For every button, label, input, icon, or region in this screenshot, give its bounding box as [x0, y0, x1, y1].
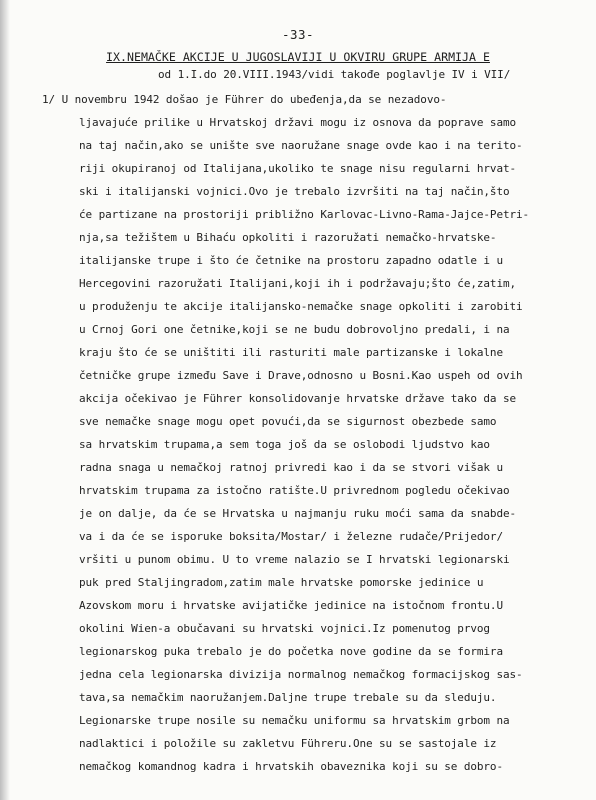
text-line: okolini Wien-a obučavani su hrvatski vojnici.Iz pomenutog prvog [79, 622, 490, 635]
text-line: 1/ U novembru 1942 došao je Führer do ubeđenja,da se nezadovo- [42, 93, 447, 106]
text-line: Hercegovini razoružati Italijani,koji ih i podržavaju;što će,zatim, [79, 277, 517, 290]
text-line: vršiti u punom obimu. U to vreme nalazio se I hrvatski legionarski [79, 553, 510, 566]
text-line: na taj način,ako se unište sve naoružane snage ovde kao i na terito- [79, 139, 523, 152]
text-line: od 1.I.do 20.VIII.1943/vidi takođe poglavlje IV i VII/ [158, 68, 511, 81]
text-line: hrvatskim trupama za istočno ratište.U privrednom pogledu očekivao [79, 484, 510, 497]
text-line: u produženju te akcije italijansko-nemačke snage opkoliti i zarobiti [79, 300, 523, 313]
text-line: ljavajuće prilike u Hrvatskoj državi mogu iz osnova da poprave samo [79, 116, 517, 129]
text-line: radna snaga u nemačkoj ratnoj privredi kao i da se stvori višak u [79, 461, 503, 474]
page-number: -33- [281, 27, 315, 42]
text-line: tava,sa nemačkim naoružanjem.Daljne trupe trebale su da sleduju. [79, 691, 497, 704]
text-line: nemačkog komandnog kadra i hrvatskih obaveznika koji su se dobro- [79, 760, 503, 773]
text-line: Azovskom moru i hrvatske avijatičke jedinice na istočnom frontu.U [79, 599, 503, 612]
text-line: va i da će se isporuke boksita/Mostar/ i železne rudače/Prijedor/ [79, 530, 503, 543]
text-line: puk pred Staljingradom,zatim male hrvatske pomorske jedinice u [79, 576, 484, 589]
text-line: nja,sa težištem u Bihaću opkoliti i razoružati nemačko-hrvatske- [79, 231, 497, 244]
text-line: je on dalje, da će se Hrvatska u najmanju ruku moći sama da snabde- [79, 507, 517, 520]
text-line: Legionarske trupe nosile su nemačku uniformu sa hrvatskim grbom na [79, 714, 510, 727]
scan-edge-shadow [0, 0, 10, 800]
text-line: sa hrvatskim trupama,a sem toga još da se oslobodi ljudstvo kao [79, 438, 490, 451]
chapter-title: IX.NEMAČKE AKCIJE U JUGOSLAVIJI U OKVIRU GRUPE ARMIJA E [106, 50, 490, 64]
text-line: nadlaktici i položile su zakletvu Führeru.One su se sastojale iz [79, 737, 497, 750]
text-line: u Crnoj Gori one četnike,koji se ne budu dobrovoljno predali, i na [79, 323, 510, 336]
text-line: kraju što će se uništiti ili rasturiti male partizanske i lokalne [79, 346, 503, 359]
text-line: ski i italijanski vojnici.Ovo je trebalo izvršiti na taj način,što [79, 185, 510, 198]
text-line: akcija očekivao je Führer konsolidovanje hrvatske države tako da se [79, 392, 517, 405]
text-line: riji okupiranoj od Italijana,ukoliko te snage nisu regularni hrvat- [79, 162, 517, 175]
text-line: četničke grupe između Save i Drave,odnosno u Bosni.Kao uspeh od ovih [79, 369, 523, 382]
text-line: sve nemačke snage mogu opet povući,da se sigurnost obezbede samo [79, 415, 497, 428]
text-line: legionarskog puka trebalo je do početka nove godine da se formira [79, 645, 503, 658]
text-line: jedna cela legionarska divizija normalnog nemačkog formacijskog sas- [79, 668, 523, 681]
text-line: će partizane na prostoriji približno Karlovac-Livno-Rama-Jajce-Petri- [79, 208, 530, 221]
text-line: italijanske trupe i što će četnike na prostoru zapadno odatle i u [79, 254, 503, 267]
